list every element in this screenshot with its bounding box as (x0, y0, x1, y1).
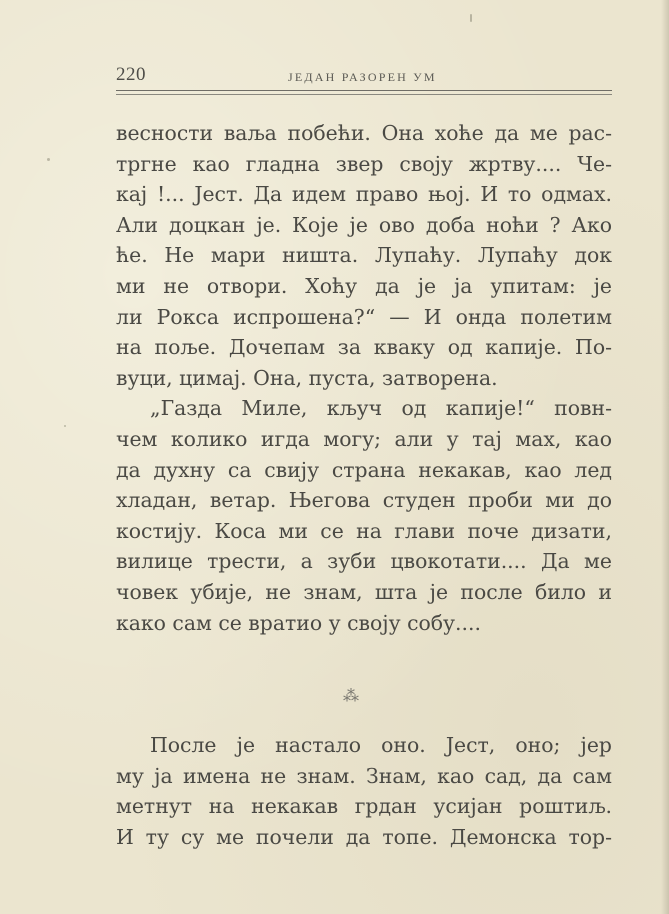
paper-speck (470, 14, 472, 22)
text-line: После је настало оно. Јест, оно; јер (150, 733, 612, 757)
paragraph-2 (116, 393, 612, 638)
text-line: како сам се вратио у своју собу.... (116, 610, 481, 635)
page-number: 220 (116, 64, 146, 85)
paragraph-3 (116, 730, 612, 852)
header-rule (116, 90, 612, 91)
text-line: му ја имена не знам. Знам, као сад, да сам (116, 763, 612, 788)
page-header (116, 64, 612, 92)
text-line: весности ваља побећи. Она хоће да ме рас- (116, 121, 612, 145)
paper-speck (64, 425, 66, 427)
paragraph-1 (116, 118, 612, 393)
text-line: костију. Коса ми се на глави поче дизати, (116, 518, 612, 543)
text-line: чем колико игда могу; али у тај мах, као (116, 426, 612, 451)
text-line: И ту су ме почели да топе. Демонска тор- (116, 824, 612, 849)
text-line: вуци, цимај. Она, пуста, затворена. (116, 365, 498, 390)
text-line: да духну са свију страна некакав, као лед (116, 457, 612, 482)
text-line: кај !... Јест. Да идем право њој. И то одмах. (116, 182, 612, 207)
running-title: ЈЕДАН РАЗОРЕН УМ (288, 70, 437, 84)
text-line: човек убије, не знам, шта је после било и (116, 579, 612, 604)
text-line: ми не отвори. Хоћу да је ја упитам: је (116, 273, 612, 298)
section-break-asterism: ⁂ (343, 686, 359, 705)
paper-speck (47, 158, 50, 161)
text-line: Али доцкан је. Које је ово доба ноћи ? Ако (116, 212, 612, 237)
main-text-continued (116, 730, 612, 852)
text-line: ће. Не мари ништа. Лупаћу. Лупаћу док (116, 243, 612, 268)
text-line: метнут на некакав грдан усијан роштиљ. (116, 794, 612, 819)
text-line: тргне као гладна звер своју жртву.... Че- (116, 151, 612, 176)
text-line: вилице трести, а зуби цвокотати.... Да ме (116, 549, 612, 574)
text-line: хладан, ветар. Његова студен проби ми до (116, 488, 612, 513)
header-rule-secondary (116, 94, 612, 95)
page-edge-shadow (661, 0, 669, 914)
text-line: „Газда Миле, кључ од капије!“ повн- (150, 396, 612, 421)
text-line: на поље. Дочепам за кваку од капије. По- (116, 335, 612, 360)
text-line: ли Рокса испрошена?“ — И онда полетим (116, 304, 612, 329)
main-text (116, 118, 612, 638)
